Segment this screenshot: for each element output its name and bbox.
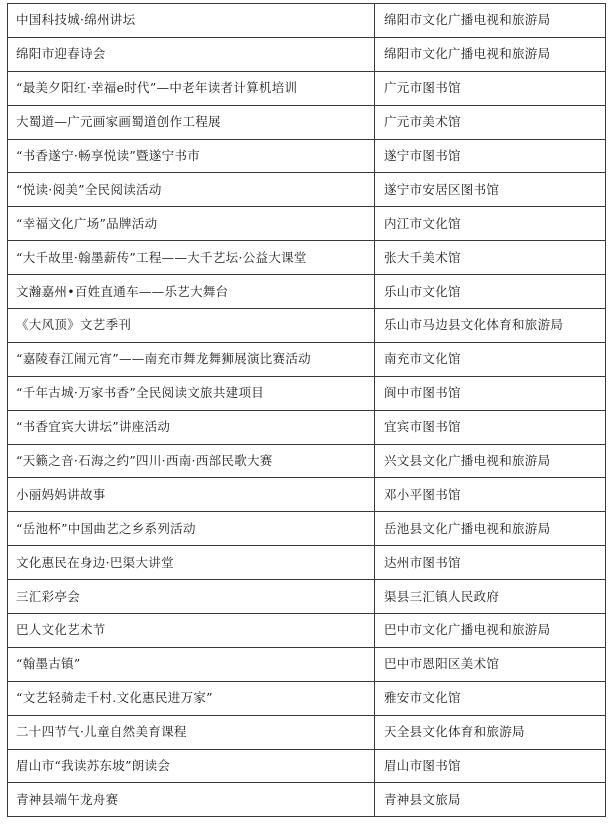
organizer-cell: 阆中市图书馆 bbox=[375, 376, 606, 410]
activity-name-cell: 三汇彩亭会 bbox=[8, 580, 375, 614]
activity-name-cell: “悦读·阅美”全民阅读活动 bbox=[8, 173, 375, 207]
activity-name-cell: “嘉陵春江闹元宵”——南充市舞龙舞狮展演比赛活动 bbox=[8, 342, 375, 376]
table-row bbox=[8, 376, 606, 410]
activity-name-cell: “天籁之音·石海之约”四川·西南·西部民歌大赛 bbox=[8, 444, 375, 478]
activity-table-body bbox=[8, 4, 606, 817]
activity-name-cell: “书香遂宁·畅享悦读”暨遂宁书市 bbox=[8, 139, 375, 173]
organizer-cell: 南充市文化馆 bbox=[375, 342, 606, 376]
table-row bbox=[8, 478, 606, 512]
activity-name-cell: “书香宜宾大讲坛”讲座活动 bbox=[8, 410, 375, 444]
organizer-cell: 绵阳市文化广播电视和旅游局 bbox=[375, 37, 606, 71]
organizer-cell: 绵阳市文化广播电视和旅游局 bbox=[375, 4, 606, 38]
activity-name-cell: 绵阳市迎春诗会 bbox=[8, 37, 375, 71]
activity-name-cell: 巴人文化艺术节 bbox=[8, 614, 375, 648]
organizer-cell: 天全县文化体育和旅游局 bbox=[375, 715, 606, 749]
table-row bbox=[8, 614, 606, 648]
table-row bbox=[8, 580, 606, 614]
table-row bbox=[8, 342, 606, 376]
organizer-cell: 眉山市图书馆 bbox=[375, 749, 606, 783]
table-row bbox=[8, 207, 606, 241]
table-row bbox=[8, 783, 606, 817]
activity-name-cell: “大千故里·翰墨薪传”工程——大千艺坛·公益大课堂 bbox=[8, 241, 375, 275]
activity-name-cell: 文瀚嘉州•百姓直通车——乐艺大舞台 bbox=[8, 275, 375, 309]
activity-name-cell: “文艺轻骑走千村.文化惠民进万家” bbox=[8, 681, 375, 715]
organizer-cell: 广元市美术馆 bbox=[375, 105, 606, 139]
table-row bbox=[8, 71, 606, 105]
activity-table bbox=[7, 3, 606, 817]
organizer-cell: 张大千美术馆 bbox=[375, 241, 606, 275]
organizer-cell: 邓小平图书馆 bbox=[375, 478, 606, 512]
table-row bbox=[8, 173, 606, 207]
organizer-cell: 岳池县文化广播电视和旅游局 bbox=[375, 512, 606, 546]
organizer-cell: 宜宾市图书馆 bbox=[375, 410, 606, 444]
activity-name-cell: “翰墨古镇” bbox=[8, 647, 375, 681]
organizer-cell: 巴中市文化广播电视和旅游局 bbox=[375, 614, 606, 648]
activity-name-cell: 眉山市“我读苏东坡”朗读会 bbox=[8, 749, 375, 783]
table-row bbox=[8, 444, 606, 478]
organizer-cell: 遂宁市图书馆 bbox=[375, 139, 606, 173]
organizer-cell: 乐山市马边县文化体育和旅游局 bbox=[375, 309, 606, 343]
activity-name-cell: “最美夕阳红·幸福e时代”—中老年读者计算机培训 bbox=[8, 71, 375, 105]
organizer-cell: 巴中市恩阳区美术馆 bbox=[375, 647, 606, 681]
table-row bbox=[8, 241, 606, 275]
table-row bbox=[8, 105, 606, 139]
table-row bbox=[8, 647, 606, 681]
activity-name-cell: 青神县端午龙舟赛 bbox=[8, 783, 375, 817]
activity-name-cell: “幸福文化广场”品牌活动 bbox=[8, 207, 375, 241]
activity-name-cell: 大蜀道—广元画家画蜀道创作工程展 bbox=[8, 105, 375, 139]
activity-name-cell: 小丽妈妈讲故事 bbox=[8, 478, 375, 512]
organizer-cell: 达州市图书馆 bbox=[375, 546, 606, 580]
organizer-cell: 兴文县文化广播电视和旅游局 bbox=[375, 444, 606, 478]
table-row bbox=[8, 715, 606, 749]
table-row bbox=[8, 275, 606, 309]
activity-name-cell: 中国科技城·绵州讲坛 bbox=[8, 4, 375, 38]
activity-name-cell: 《大风顶》文艺季刊 bbox=[8, 309, 375, 343]
organizer-cell: 广元市图书馆 bbox=[375, 71, 606, 105]
table-row bbox=[8, 410, 606, 444]
activity-name-cell: 文化惠民在身边·巴渠大讲堂 bbox=[8, 546, 375, 580]
organizer-cell: 遂宁市安居区图书馆 bbox=[375, 173, 606, 207]
activity-name-cell: 二十四节气·儿童自然美育课程 bbox=[8, 715, 375, 749]
table-row bbox=[8, 512, 606, 546]
table-row bbox=[8, 139, 606, 173]
table-row bbox=[8, 4, 606, 38]
activity-name-cell: “岳池杯”中国曲艺之乡系列活动 bbox=[8, 512, 375, 546]
organizer-cell: 雅安市文化馆 bbox=[375, 681, 606, 715]
organizer-cell: 青神县文旅局 bbox=[375, 783, 606, 817]
table-row bbox=[8, 546, 606, 580]
table-row bbox=[8, 749, 606, 783]
organizer-cell: 乐山市文化馆 bbox=[375, 275, 606, 309]
table-row bbox=[8, 681, 606, 715]
table-row bbox=[8, 37, 606, 71]
activity-name-cell: “千年古城·万家书香”全民阅读文旅共建项目 bbox=[8, 376, 375, 410]
organizer-cell: 渠县三汇镇人民政府 bbox=[375, 580, 606, 614]
table-row bbox=[8, 309, 606, 343]
organizer-cell: 内江市文化馆 bbox=[375, 207, 606, 241]
